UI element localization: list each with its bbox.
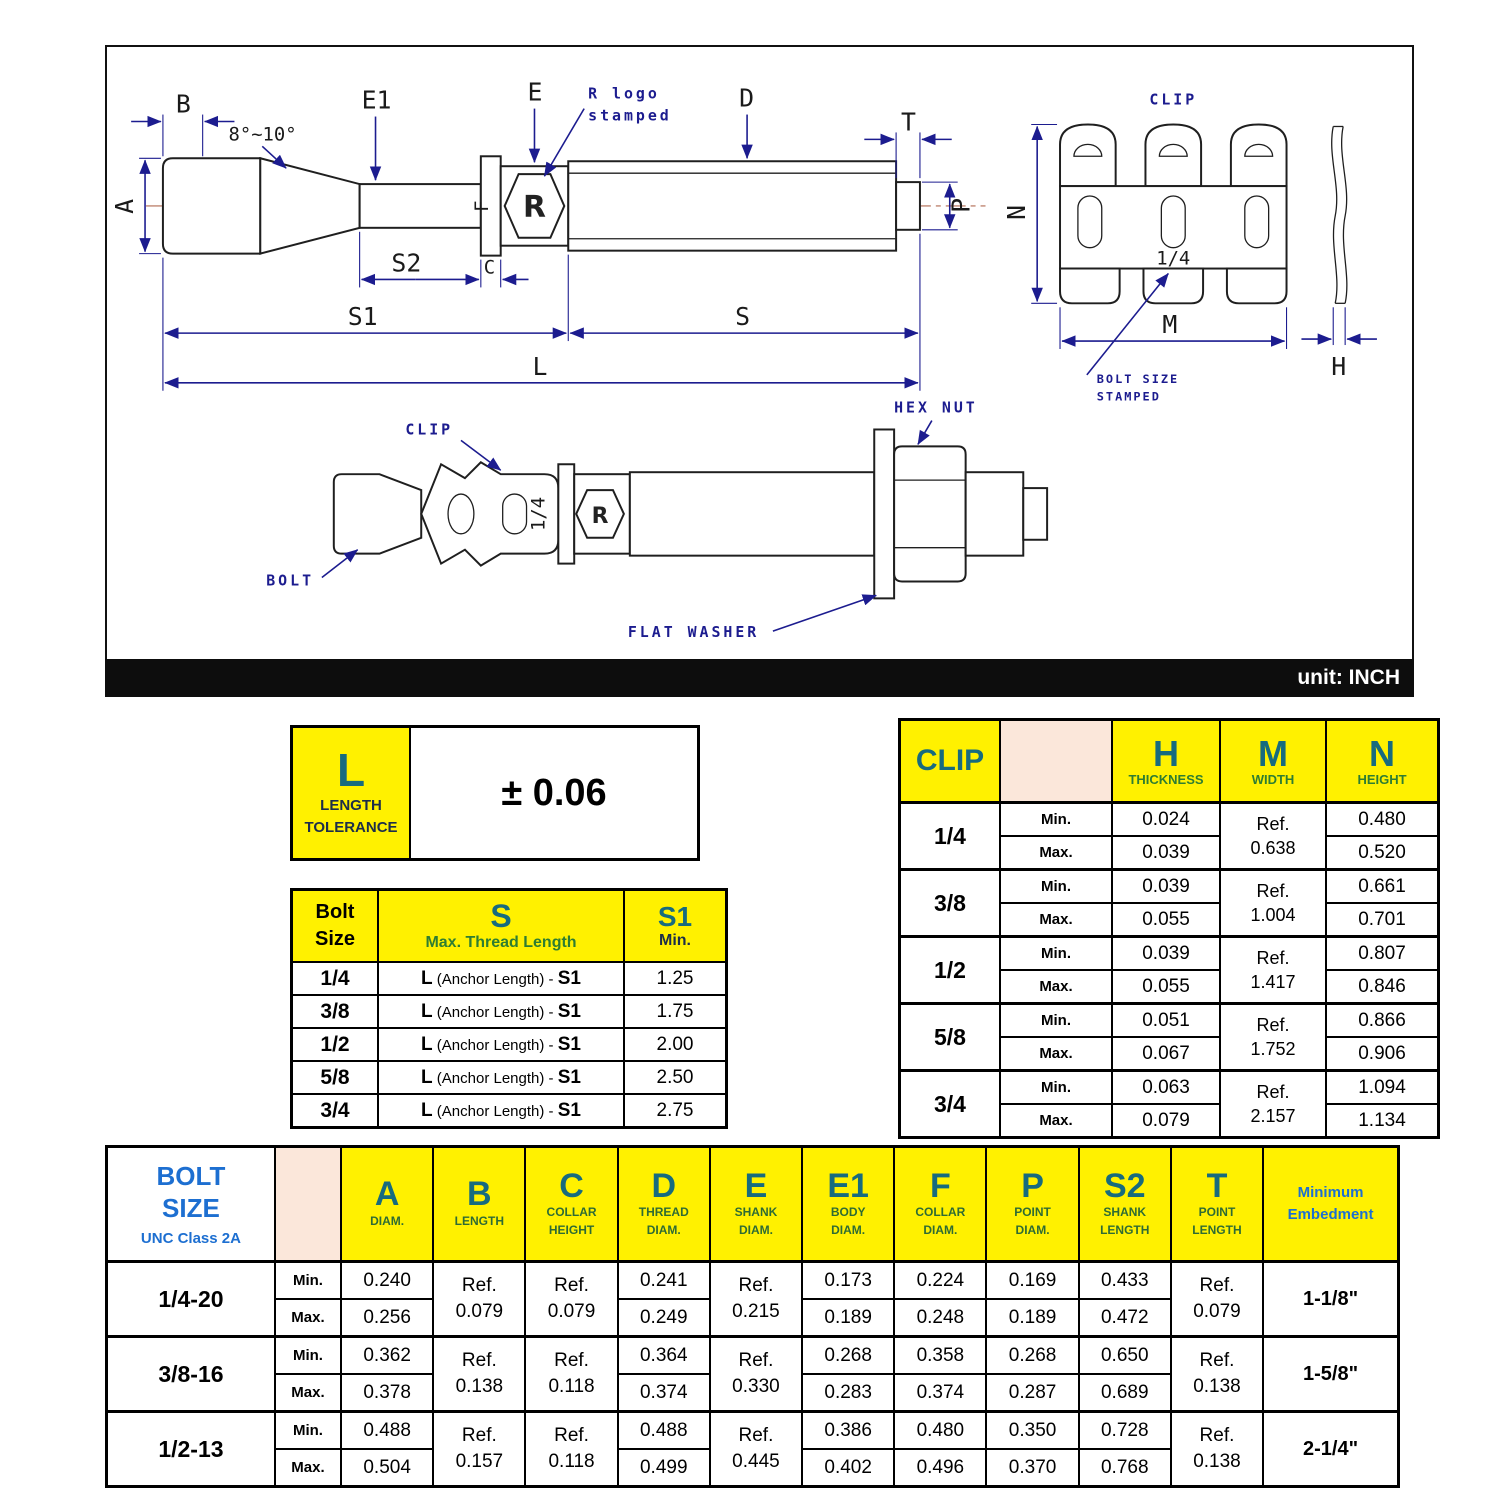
p-min: 0.350 — [986, 1412, 1078, 1450]
anchor-bolt-drawing — [107, 47, 1412, 655]
unit-label: unit: INCH — [1297, 666, 1400, 689]
s1-min-cell: 2.75 — [624, 1094, 727, 1128]
formula-cell: L (Anchor Length) - S1 — [378, 995, 624, 1028]
h-max: 0.055 — [1112, 903, 1220, 937]
clip-view-title: CLIP — [1149, 90, 1198, 109]
table-row — [900, 1071, 1439, 1105]
max-label: Max. — [275, 1449, 341, 1487]
clip-front-view — [1060, 124, 1287, 303]
p-max: 0.287 — [986, 1374, 1078, 1412]
dim-label-C: C — [483, 256, 496, 279]
assembly-label-bolt: BOLT — [266, 571, 315, 590]
assembly-threads — [630, 472, 874, 555]
f-max: 0.374 — [894, 1374, 986, 1412]
size-cell: 3/8 — [292, 995, 379, 1028]
embedment-cell: 2-1/4" — [1263, 1412, 1398, 1487]
min-label: Min. — [275, 1262, 341, 1300]
max-label: Max. — [1000, 970, 1112, 1004]
s1-min-cell: 2.00 — [624, 1028, 727, 1061]
table-row — [292, 1028, 727, 1061]
h-max: 0.079 — [1112, 1104, 1220, 1138]
dim-label-A: A — [110, 198, 140, 214]
thread-table-header-s1: S1 Min. — [624, 890, 727, 963]
f-min: 0.480 — [894, 1412, 986, 1450]
dim-label-M: M — [1162, 310, 1178, 340]
a-max: 0.256 — [341, 1299, 433, 1337]
n-min: 0.807 — [1326, 937, 1439, 971]
p-min: 0.268 — [986, 1337, 1078, 1375]
clip-stamp-note-2: STAMPED — [1096, 389, 1161, 404]
embedment-cell: 1-5/8" — [1263, 1337, 1398, 1412]
a-min: 0.362 — [341, 1337, 433, 1375]
p-min: 0.169 — [986, 1262, 1078, 1300]
a-min: 0.488 — [341, 1412, 433, 1450]
d-min: 0.364 — [618, 1337, 710, 1375]
n-min: 1.094 — [1326, 1071, 1439, 1105]
clip-table-title: CLIP — [900, 720, 1001, 803]
table-row — [292, 1094, 727, 1128]
header-col-A: A DIAM. — [341, 1147, 433, 1262]
s2-min: 0.433 — [1079, 1262, 1171, 1300]
min-label: Min. — [275, 1337, 341, 1375]
tolerance-label-2: TOLERANCE — [304, 819, 398, 837]
table-row — [107, 1337, 1399, 1375]
bolt-head-cone — [260, 158, 359, 253]
b-ref-cell: Ref. 0.138 — [433, 1337, 525, 1412]
r-logo-note-2: stamped — [588, 106, 672, 125]
clip-size-cell: 5/8 — [900, 1004, 1001, 1071]
dim-label-P: P — [946, 197, 976, 213]
min-label: Min. — [275, 1412, 341, 1450]
size-cell: 1/2 — [292, 1028, 379, 1061]
s1-min-cell: 1.25 — [624, 962, 727, 995]
dim-label-L: L — [532, 351, 548, 381]
s2-min: 0.650 — [1079, 1337, 1171, 1375]
s1-min-cell: 1.75 — [624, 995, 727, 1028]
f-min: 0.224 — [894, 1262, 986, 1300]
bolt-size-cell: 3/8-16 — [107, 1337, 275, 1412]
dim-label-E: E — [527, 77, 543, 107]
n-min: 0.480 — [1326, 803, 1439, 837]
h-min: 0.051 — [1112, 1004, 1220, 1038]
a-max: 0.378 — [341, 1374, 433, 1412]
t-ref-cell: Ref. 0.079 — [1171, 1262, 1263, 1337]
m-ref-cell: Ref. 0.638 — [1220, 803, 1326, 870]
table-row — [900, 870, 1439, 904]
n-max: 0.846 — [1326, 970, 1439, 1004]
formula-cell: L (Anchor Length) - S1 — [378, 962, 624, 995]
table-row — [107, 1262, 1399, 1300]
clip-side-view — [1332, 126, 1347, 303]
max-label: Max. — [1000, 836, 1112, 870]
header-col-E: E SHANK DIAM. — [710, 1147, 802, 1262]
f-max: 0.496 — [894, 1449, 986, 1487]
tolerance-label-cell — [292, 727, 411, 860]
b-ref-cell: Ref. 0.157 — [433, 1412, 525, 1487]
table-row — [900, 937, 1439, 971]
thread-table-header-s: S Max. Thread Length — [378, 890, 624, 963]
bolt-dimensions-table — [105, 1145, 1400, 1488]
c-ref-cell: Ref. 0.118 — [525, 1337, 617, 1412]
n-max: 0.701 — [1326, 903, 1439, 937]
header-col-embedment: Minimum Embedment — [1263, 1147, 1398, 1262]
min-label: Min. — [1000, 937, 1112, 971]
clip-table-blank-header — [1000, 720, 1112, 803]
dim-label-H: H — [1331, 351, 1347, 381]
thread-table-header-size: Bolt Size — [292, 890, 379, 963]
h-min: 0.063 — [1112, 1071, 1220, 1105]
size-cell: 5/8 — [292, 1061, 379, 1094]
a-max: 0.504 — [341, 1449, 433, 1487]
e-ref-cell: Ref. 0.330 — [710, 1337, 802, 1412]
h-max: 0.039 — [1112, 836, 1220, 870]
clip-size-cell: 3/8 — [900, 870, 1001, 937]
bolt-size-cell: 1/2-13 — [107, 1412, 275, 1487]
c-ref-cell: Ref. 0.079 — [525, 1262, 617, 1337]
dim-label-N: N — [1002, 204, 1032, 220]
assembly-threads-end — [966, 472, 1024, 555]
table-row — [292, 962, 727, 995]
thread-section — [568, 161, 896, 250]
header-col-B: B LENGTH — [433, 1147, 525, 1262]
e1-max: 0.283 — [802, 1374, 894, 1412]
r-logo-note-1: R logo — [588, 84, 660, 103]
table-row — [900, 1004, 1439, 1038]
size-cell: 3/4 — [292, 1094, 379, 1128]
min-label: Min. — [1000, 1071, 1112, 1105]
n-min: 0.661 — [1326, 870, 1439, 904]
angle-label: 8°~10° — [228, 123, 297, 146]
max-label: Max. — [1000, 1037, 1112, 1071]
unit-bar — [105, 659, 1414, 697]
bolt-head — [163, 158, 260, 253]
header-col-S2: S2 SHANK LENGTH — [1079, 1147, 1171, 1262]
clip-size-cell: 1/4 — [900, 803, 1001, 870]
t-ref-cell: Ref. 0.138 — [1171, 1412, 1263, 1487]
d-max: 0.374 — [618, 1374, 710, 1412]
n-max: 0.520 — [1326, 836, 1439, 870]
table-row — [900, 803, 1439, 837]
tolerance-letter: L — [336, 744, 366, 797]
e1-min: 0.173 — [802, 1262, 894, 1300]
f-max: 0.248 — [894, 1299, 986, 1337]
assembly-point — [1023, 488, 1047, 540]
t-ref-cell: Ref. 0.138 — [1171, 1337, 1263, 1412]
dim-label-F: F — [470, 200, 493, 212]
dim-label-B: B — [175, 89, 191, 119]
e1-max: 0.402 — [802, 1449, 894, 1487]
size-cell: 1/4 — [292, 962, 379, 995]
length-tolerance-table — [290, 725, 700, 861]
clip-stamp-note-1: BOLT SIZE — [1096, 371, 1180, 386]
n-max: 0.906 — [1326, 1037, 1439, 1071]
r-logo-letter: R — [523, 189, 546, 225]
formula-cell: L (Anchor Length) - S1 — [378, 1028, 624, 1061]
bolt-neck — [360, 184, 481, 228]
d-max: 0.249 — [618, 1299, 710, 1337]
dim-label-E1: E1 — [361, 85, 392, 115]
clip-table-header-m: M WIDTH — [1220, 720, 1326, 803]
dim-label-D: D — [739, 83, 755, 113]
bolt-size-cell: 1/4-20 — [107, 1262, 275, 1337]
s2-min: 0.728 — [1079, 1412, 1171, 1450]
clip-size-cell: 3/4 — [900, 1071, 1001, 1138]
clip-size-cell: 1/2 — [900, 937, 1001, 1004]
header-col-T: T POINT LENGTH — [1171, 1147, 1263, 1262]
assembly-hex-nut — [894, 446, 966, 581]
assembly-clip-stamp: 1/4 — [527, 496, 550, 531]
h-min: 0.039 — [1112, 870, 1220, 904]
assembly-label-clip: CLIP — [405, 420, 454, 439]
assembly-label-flat-washer: FLAT WASHER — [627, 623, 760, 642]
p-max: 0.370 — [986, 1449, 1078, 1487]
h-max: 0.067 — [1112, 1037, 1220, 1071]
formula-cell: L (Anchor Length) - S1 — [378, 1061, 624, 1094]
bolt-table-header-size: BOLT SIZE UNC Class 2A — [107, 1147, 275, 1262]
n-min: 0.866 — [1326, 1004, 1439, 1038]
p-max: 0.189 — [986, 1299, 1078, 1337]
clip-table-header-n: N HEIGHT — [1326, 720, 1439, 803]
header-col-P: P POINT DIAM. — [986, 1147, 1078, 1262]
n-max: 1.134 — [1326, 1104, 1439, 1138]
assembly-view — [266, 399, 1047, 642]
technical-drawing-panel — [105, 45, 1414, 661]
table-row — [292, 995, 727, 1028]
bolt-point — [896, 182, 920, 230]
d-max: 0.499 — [618, 1449, 710, 1487]
embedment-cell: 1-1/8" — [1263, 1262, 1398, 1337]
clip-stamp: 1/4 — [1156, 247, 1191, 270]
f-min: 0.358 — [894, 1337, 986, 1375]
table-row — [107, 1412, 1399, 1450]
s2-max: 0.472 — [1079, 1299, 1171, 1337]
s1-min-cell: 2.50 — [624, 1061, 727, 1094]
dim-label-S2: S2 — [391, 248, 422, 278]
s2-max: 0.689 — [1079, 1374, 1171, 1412]
m-ref-cell: Ref. 1.004 — [1220, 870, 1326, 937]
min-label: Min. — [1000, 1004, 1112, 1038]
b-ref-cell: Ref. 0.079 — [433, 1262, 525, 1337]
assembly-bolt-head — [334, 474, 421, 553]
e-ref-cell: Ref. 0.215 — [710, 1262, 802, 1337]
dim-label-S1: S1 — [347, 302, 378, 332]
e-ref-cell: Ref. 0.445 — [710, 1412, 802, 1487]
h-min: 0.024 — [1112, 803, 1220, 837]
max-label: Max. — [275, 1299, 341, 1337]
assembly-r-logo-letter: R — [591, 503, 609, 529]
m-ref-cell: Ref. 1.752 — [1220, 1004, 1326, 1071]
min-label: Min. — [1000, 870, 1112, 904]
thread-length-table — [290, 888, 728, 1129]
h-min: 0.039 — [1112, 937, 1220, 971]
max-label: Max. — [275, 1374, 341, 1412]
assembly-collar — [558, 464, 574, 563]
clip-dimensions-table — [898, 718, 1440, 1139]
d-min: 0.241 — [618, 1262, 710, 1300]
dim-label-S: S — [735, 302, 751, 332]
header-col-C: C COLLAR HEIGHT — [525, 1147, 617, 1262]
d-min: 0.488 — [618, 1412, 710, 1450]
e1-min: 0.386 — [802, 1412, 894, 1450]
tolerance-value-cell: ± 0.06 — [410, 727, 699, 860]
a-min: 0.240 — [341, 1262, 433, 1300]
m-ref-cell: Ref. 1.417 — [1220, 937, 1326, 1004]
header-col-F: F COLLAR DIAM. — [894, 1147, 986, 1262]
m-ref-cell: Ref. 2.157 — [1220, 1071, 1326, 1138]
e1-min: 0.268 — [802, 1337, 894, 1375]
h-max: 0.055 — [1112, 970, 1220, 1004]
formula-cell: L (Anchor Length) - S1 — [378, 1094, 624, 1128]
bolt-table-blank-header — [275, 1147, 341, 1262]
max-label: Max. — [1000, 1104, 1112, 1138]
header-col-D: D THREAD DIAM. — [618, 1147, 710, 1262]
tolerance-label-1: LENGTH — [320, 796, 382, 814]
header-col-E1: E1 BODY DIAM. — [802, 1147, 894, 1262]
max-label: Max. — [1000, 903, 1112, 937]
table-row — [292, 1061, 727, 1094]
min-label: Min. — [1000, 803, 1112, 837]
s2-max: 0.768 — [1079, 1449, 1171, 1487]
clip-table-header-h: H THICKNESS — [1112, 720, 1220, 803]
c-ref-cell: Ref. 0.118 — [525, 1412, 617, 1487]
assembly-flat-washer — [874, 429, 894, 598]
e1-max: 0.189 — [802, 1299, 894, 1337]
dim-label-T: T — [901, 107, 917, 137]
assembly-label-hex-nut: HEX NUT — [894, 398, 978, 417]
